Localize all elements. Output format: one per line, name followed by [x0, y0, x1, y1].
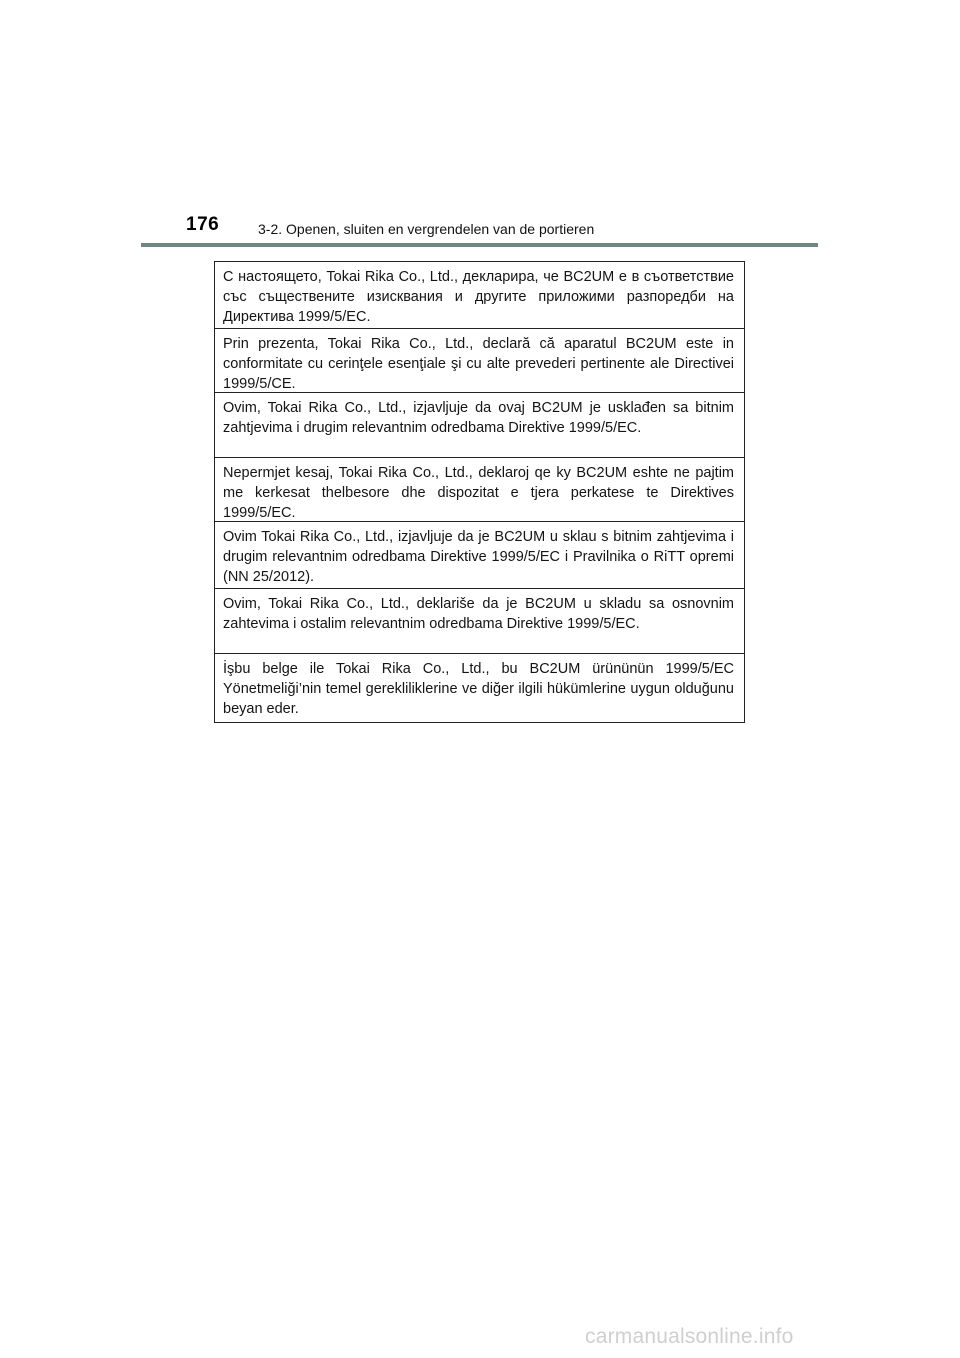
watermark: carmanualsonline.info — [585, 1325, 794, 1348]
declaration-bosnian: Ovim, Tokai Rika Co., Ltd., izjavljuje da ovaj BC2UM je usklađen sa bitnim zahtjevima i drugim relevantnim odredbama Direktive 1999/5/EC. — [215, 392, 744, 457]
declaration-bulgarian: С настоящето, Tokai Rika Co., Ltd., декларира, че BC2UM е в съответствие със съществените изисквания и другите приложими разпоредби на Директива 1999/5/ЕС. — [223, 269, 734, 325]
header-rule — [141, 243, 818, 247]
declaration-croatian: Ovim Tokai Rika Co., Ltd., izjavljuje da je BC2UM u sklau s bitnim zahtjevima i drugim relevantnim odredbama Direktive 1999/5/EC i Pravilnika o RiTT opremi (NN 25/2012). — [215, 521, 744, 588]
declaration-turkish: İşbu belge ile Tokai Rika Co., Ltd., bu BC2UM ürününün 1999/5/EC Yönetmeliği’nin temel gerekliliklerine ve diğer ilgili hükümlerine uygun olduğunu beyan eder. — [215, 653, 744, 722]
section-title: 3-2. Openen, sluiten en vergrendelen van de portieren — [258, 221, 595, 237]
declaration-albanian: Nepermjet kesaj, Tokai Rika Co., Ltd., deklaroj qe ky BC2UM eshte ne pajtim me kerkesat thelbesore dhe dispozitat e tjera perkatese te Direktives 1999/5/EC. — [215, 457, 744, 521]
page-number: 176 — [186, 214, 220, 235]
declaration-table — [214, 261, 745, 723]
declaration-romanian: Prin prezenta, Tokai Rika Co., Ltd., declară că aparatul BC2UM este in conformitate cu cerinţele esenţiale şi cu alte prevederi pertinente ale Directivei 1999/5/CE. — [215, 328, 744, 392]
declaration-serbian: Ovim, Tokai Rika Co., Ltd., deklariše da je BC2UM u skladu sa osnovnim zahtevima i ostalim relevantnim odredbama Direktive 1999/5/EC. — [215, 588, 744, 653]
